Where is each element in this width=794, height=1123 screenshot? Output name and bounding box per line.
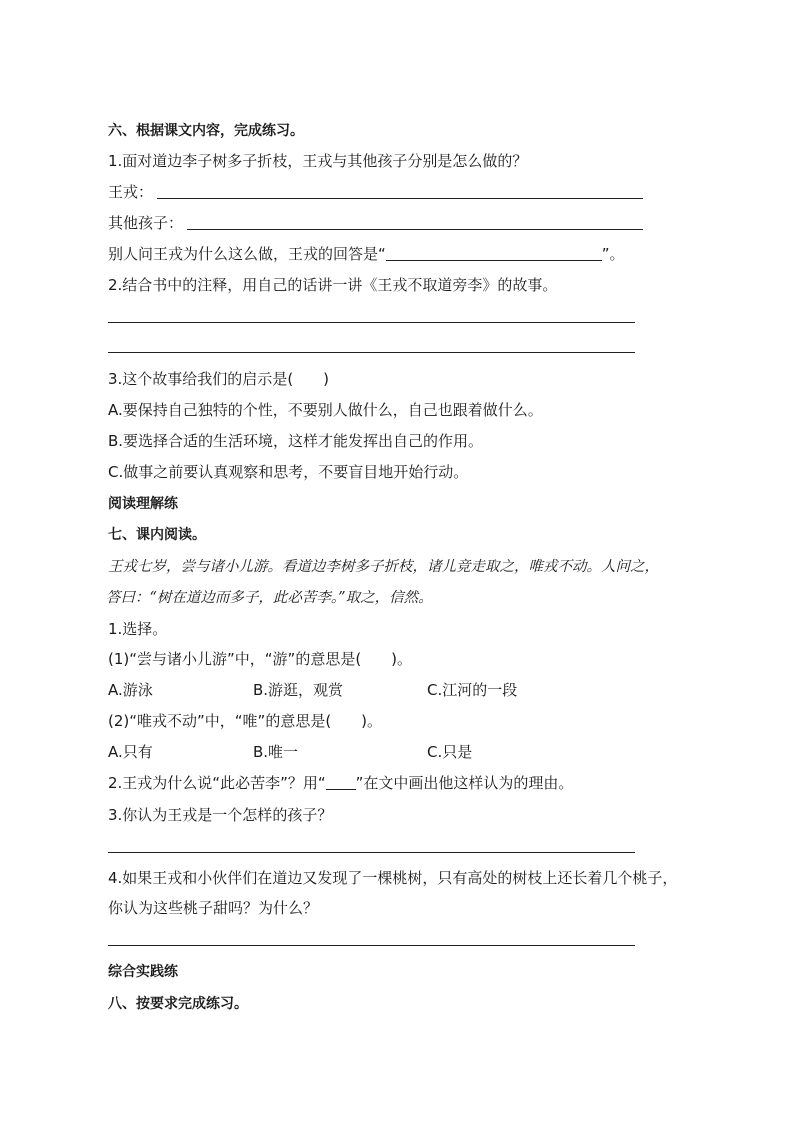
- question-6-1: 1.面对道边李子树多子折枝，王戎与其他孩子分别是怎么做的？: [108, 152, 528, 170]
- q1-2-option-a: A.只有: [108, 743, 153, 761]
- q1-2-option-c: C.只是: [427, 743, 473, 761]
- q7-4-answer-line[interactable]: [108, 945, 635, 946]
- underline-mark-sample: [326, 773, 356, 790]
- question-7-1-2: (2)“唯戎不动”中，“唯”的意思是( )。: [108, 712, 383, 730]
- question-6-2: 2.结合书中的注释，用自己的话讲一讲《王戎不取道旁李》的故事。: [108, 276, 558, 294]
- section-8-heading: 八、按要求完成练习。: [108, 996, 248, 1012]
- story-answer-line-2[interactable]: [108, 352, 635, 353]
- q7-3-answer-line[interactable]: [108, 852, 635, 853]
- reading-title: 阅读理解练: [108, 496, 178, 512]
- option-b: B.要选择合适的生活环境，这样才能发挥出自己的作用。: [108, 432, 484, 450]
- question-7-1: 1.选择。: [108, 620, 168, 638]
- answer-prefix: 别人问王戎为什么这么做，王戎的回答是“: [108, 245, 386, 263]
- q7-2-prefix: 2.王戎为什么说“此必苦李”？用“: [108, 774, 326, 792]
- section-7-heading: 七、课内阅读。: [108, 527, 206, 543]
- question-7-4-line-1: 4.如果王戎和小伙伴们在道边又发现了一棵桃树，只有高处的树枝上还长着几个桃子，: [108, 869, 678, 887]
- question-7-1-1: (1)“尝与诸小儿游”中，“游”的意思是( )。: [108, 650, 413, 668]
- wangrong-answer-line[interactable]: [157, 198, 643, 199]
- answer-blank[interactable]: [386, 244, 602, 261]
- others-answer-line[interactable]: [187, 229, 643, 230]
- q1-2-option-b: B.唯一: [253, 743, 299, 761]
- option-a: A.要保持自己独特的个性，不要别人做什么，自己也跟着做什么。: [108, 401, 543, 419]
- others-label: 其他孩子：: [108, 214, 184, 232]
- q1-1-option-b: B.游逛，观赏: [253, 681, 344, 699]
- section-6-heading: 六、根据课文内容，完成练习。: [108, 123, 304, 139]
- q1-1-option-c: C.江河的一段: [427, 681, 518, 699]
- question-6-3: 3.这个故事给我们的启示是( ): [108, 370, 330, 388]
- q1-1-option-a: A.游泳: [108, 681, 153, 699]
- story-answer-line-1[interactable]: [108, 322, 635, 323]
- option-c: C.做事之前要认真观察和思考，不要盲目地开始行动。: [108, 463, 469, 481]
- q7-2-suffix: ”在文中画出他这样认为的理由。: [355, 774, 574, 792]
- question-7-3: 3.你认为王戎是一个怎样的孩子？: [108, 806, 333, 824]
- passage-line-1: 王戎七岁，尝与诸小儿游。看道边李树多子折枝，诸儿竞走取之，唯戎不动。人问之，: [108, 559, 659, 575]
- question-7-4-line-2: 你认为这些桃子甜吗？为什么？: [108, 899, 319, 917]
- passage-line-2: 答曰：“树在道边而多子，此必苦李。”取之，信然。: [106, 590, 433, 606]
- question-7-2: [108, 772, 573, 794]
- answer-sentence: [108, 243, 625, 265]
- practice-title: 综合实践练: [108, 964, 178, 980]
- answer-suffix: ”。: [601, 245, 625, 263]
- wangrong-label: 王戎：: [108, 183, 154, 201]
